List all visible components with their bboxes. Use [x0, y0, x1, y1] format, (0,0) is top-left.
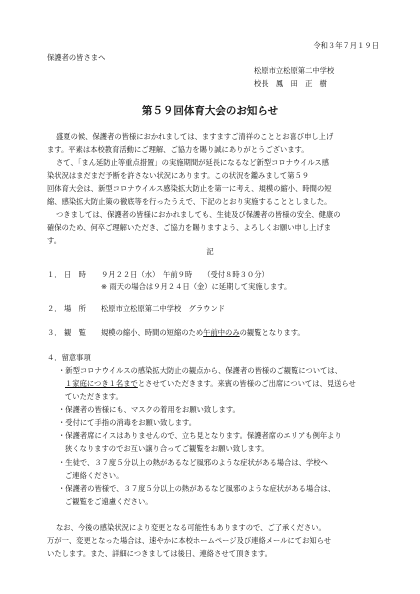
note-line: ご連絡ください。: [65, 471, 124, 480]
sender-principal: 校長 鳳 田 正 樹: [254, 79, 327, 88]
item-value-pre: 規模の縮小、時間の短縮のため: [101, 328, 204, 337]
note-line: ご観覧をご遠慮ください。: [65, 497, 153, 506]
note-line: ・新型コロナウイルスの感染拡大防止の観点から、保護者の皆様のご観覧については、: [58, 366, 342, 375]
intro-line: 盛夏の候、保護者の皆様におかれましては、ますますご清祥のこととお喜び申し上げ: [56, 132, 334, 141]
item-value: ９月２２日（水） 午前９時 （受付８時３０分）: [101, 270, 269, 279]
note-line: ・保護者の皆様にも、マスクの着用をお願い致します。: [58, 405, 240, 414]
note-line: ・受付にて手指の消毒をお願い致します。: [58, 418, 197, 427]
intro-line: 縮、感染拡大防止策の徹底等を行ったうえで、下記のとおり実施することとしました。: [47, 197, 332, 206]
item-value: [101, 328, 305, 337]
intro-line: 染状況はまだまだ予断を許さない状況にあります。この状況を鑑みまして第５９: [47, 171, 310, 180]
intro-line: つきましては、保護者の皆様におかれましても、生徒及び保護者の皆様の安全、健康の: [56, 210, 341, 219]
item-value-post: の観覧となります。: [239, 328, 305, 337]
item-label: 場 所: [64, 304, 86, 313]
recipient: 保護者の皆さまへ: [47, 53, 106, 62]
item-number: １．: [47, 270, 62, 279]
page-title: 第５９回体育大会のお知らせ: [141, 105, 279, 117]
note-line: ・保護者席にイスはありませんので、立ち見となります。保護者席のエリアも例年より: [58, 431, 342, 440]
note-line: ・生徒で、３７度５分以上の熱があるなど風邪のような症状がある場合は、学校へ: [58, 458, 328, 467]
date: 令和３年７月１９日: [313, 41, 379, 50]
note-line: ・保護者の皆様で、３７度５分以上の熱があるなど風邪のような症状がある場合は、: [58, 484, 336, 493]
intro-line: ます。平素は本校教育活動にご理解、ご協力を賜り誠にありがとうございます。: [47, 145, 309, 154]
intro-line: 確保のため、何卒ご理解いただき、ご協力を賜りますよう、よろしくお願い申し上げま: [47, 223, 331, 232]
intro-line: さて、「まん延防止等重点措置」の実施期間が延長になるなど新型コロナウイルス感: [56, 158, 330, 167]
closing-line: 万が一、変更となった場合は、速やかに本校ホームページ及び連絡メールにてお知らせ: [47, 536, 332, 545]
item-number: ３．: [47, 328, 62, 337]
sender-school: 松原市立松原第二中学校: [254, 66, 335, 75]
item-label: 日 時: [64, 270, 86, 279]
note-line: ていただきます。: [65, 392, 123, 401]
closing-line: なお、今後の感染状況により変更となる可能性もありますので、ご了承ください。: [56, 523, 326, 532]
intro-line: す。: [47, 236, 62, 245]
note-text: とさせていただきます。来賓の皆様のご出席については、見送らせ: [137, 379, 356, 388]
morning-only-emphasis: 午前中のみ: [203, 328, 240, 337]
item-number: ２．: [47, 304, 62, 313]
closing-line: いたします。また、詳細につきましては後日、連絡させて頂きます。: [47, 549, 272, 558]
note-line: [65, 379, 356, 388]
note-line: 狭くなりますのでお互い譲り合ってご観覧をお願い致します。: [65, 444, 269, 453]
intro-line: 回体育大会は、新型コロナウイルス感染拡大防止を第一に考え、規模の縮小、時間の短: [47, 184, 332, 193]
ki-mark: 記: [206, 247, 214, 256]
item-value: 松原市立松原第二中学校 グラウンド: [101, 304, 226, 313]
one-per-family-emphasis: １家庭につき１名まで: [65, 379, 138, 388]
item-label: 観 覧: [64, 328, 86, 337]
notes-heading: ４．留意事項: [47, 353, 91, 362]
rain-note: ※ 雨天の場合は９月２４日（金）に延期して実施します。: [101, 282, 292, 291]
